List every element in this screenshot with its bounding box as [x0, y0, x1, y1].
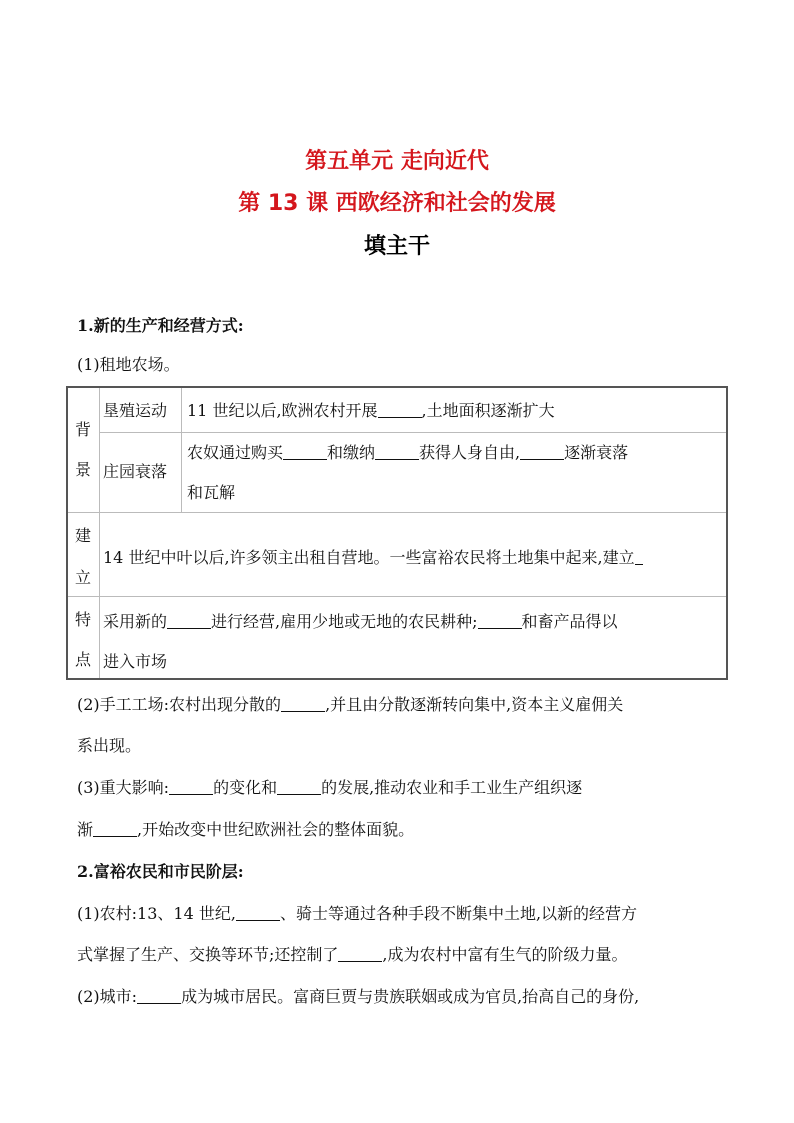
section1-heading: 1.新的生产和经营方式:: [77, 316, 244, 335]
fill-blank[interactable]: [236, 904, 280, 921]
section1-sub2-line2: 系出现。: [77, 736, 142, 755]
table-label-background-2: 景: [74, 460, 91, 479]
table-divider: [68, 512, 726, 513]
row-establish-text: 14 世纪中叶以后,许多领主出租自营地。一些富裕农民将土地集中起来,建立: [103, 548, 643, 568]
fill-blank[interactable]: [137, 987, 181, 1004]
fill-blank[interactable]: [378, 401, 422, 418]
fill-blank[interactable]: [169, 778, 213, 795]
table-label-establish-2: 立: [74, 568, 91, 587]
section1-sub2-line1: (2)手工工场:农村出现分散的 ,并且由分散逐渐转向集中,资本主义雇佣关: [77, 695, 624, 714]
row-feature-text-2: 进入市场: [103, 652, 168, 671]
table-divider: [68, 596, 726, 597]
fill-blank[interactable]: [338, 945, 382, 962]
fill-blank[interactable]: [283, 443, 327, 460]
fill-blank[interactable]: [277, 778, 321, 795]
section2-sub1-line2: 式掌握了生产、交换等环节;还控制了 ,成为农村中富有生气的阶级力量。: [77, 945, 628, 964]
section1-sub3-line1: (3)重大影响: 的变化和 的发展,推动农业和手工业生产组织逐: [77, 778, 583, 797]
fill-blank[interactable]: [375, 443, 419, 460]
fill-blank[interactable]: [93, 820, 137, 837]
section1-sub1: (1)租地农场。: [77, 355, 180, 374]
table-label-feature-2: 点: [74, 650, 91, 669]
table-divider: [99, 432, 726, 433]
lease-farm-table: [66, 386, 728, 680]
fill-blank[interactable]: [478, 612, 522, 629]
row-manor-decline-name: 庄园衰落: [103, 462, 168, 481]
fill-blank[interactable]: [167, 612, 211, 629]
unit-title: 第五单元 走向近代: [305, 149, 489, 174]
row-manor-decline-text-1: 农奴通过购买 和缴纳 获得人身自由, 逐渐衰落: [187, 443, 629, 462]
row-reclamation-text: 11 世纪以后,欧洲农村开展 ,土地面积逐渐扩大: [187, 401, 555, 420]
section1-sub3-line2: 渐 ,开始改变中世纪欧洲社会的整体面貌。: [77, 820, 415, 839]
fill-blank[interactable]: [635, 548, 643, 565]
row-manor-decline-text-2: 和瓦解: [187, 483, 236, 502]
row-feature-text-1: 采用新的 进行经营,雇用少地或无地的农民耕种; 和畜产品得以: [103, 612, 618, 631]
row-reclamation-name: 垦殖运动: [103, 401, 168, 420]
lesson-title: 第 13 课 西欧经济和社会的发展: [238, 191, 556, 216]
table-label-background-1: 背: [74, 420, 91, 439]
section-title: 填主干: [363, 234, 430, 259]
table-divider: [181, 388, 182, 512]
section2-heading: 2.富裕农民和市民阶层:: [77, 862, 244, 881]
fill-blank[interactable]: [281, 695, 325, 712]
table-label-feature-1: 特: [74, 610, 91, 629]
fill-blank[interactable]: [520, 443, 564, 460]
section2-sub1-line1: (1)农村:13、14 世纪, 、骑士等通过各种手段不断集中土地,以新的经营方: [77, 904, 638, 923]
section2-sub2-line1: (2)城市: 成为城市居民。富商巨贾与贵族联姻或成为官员,抬高自己的身份,: [77, 987, 640, 1006]
table-label-establish-1: 建: [74, 526, 91, 545]
